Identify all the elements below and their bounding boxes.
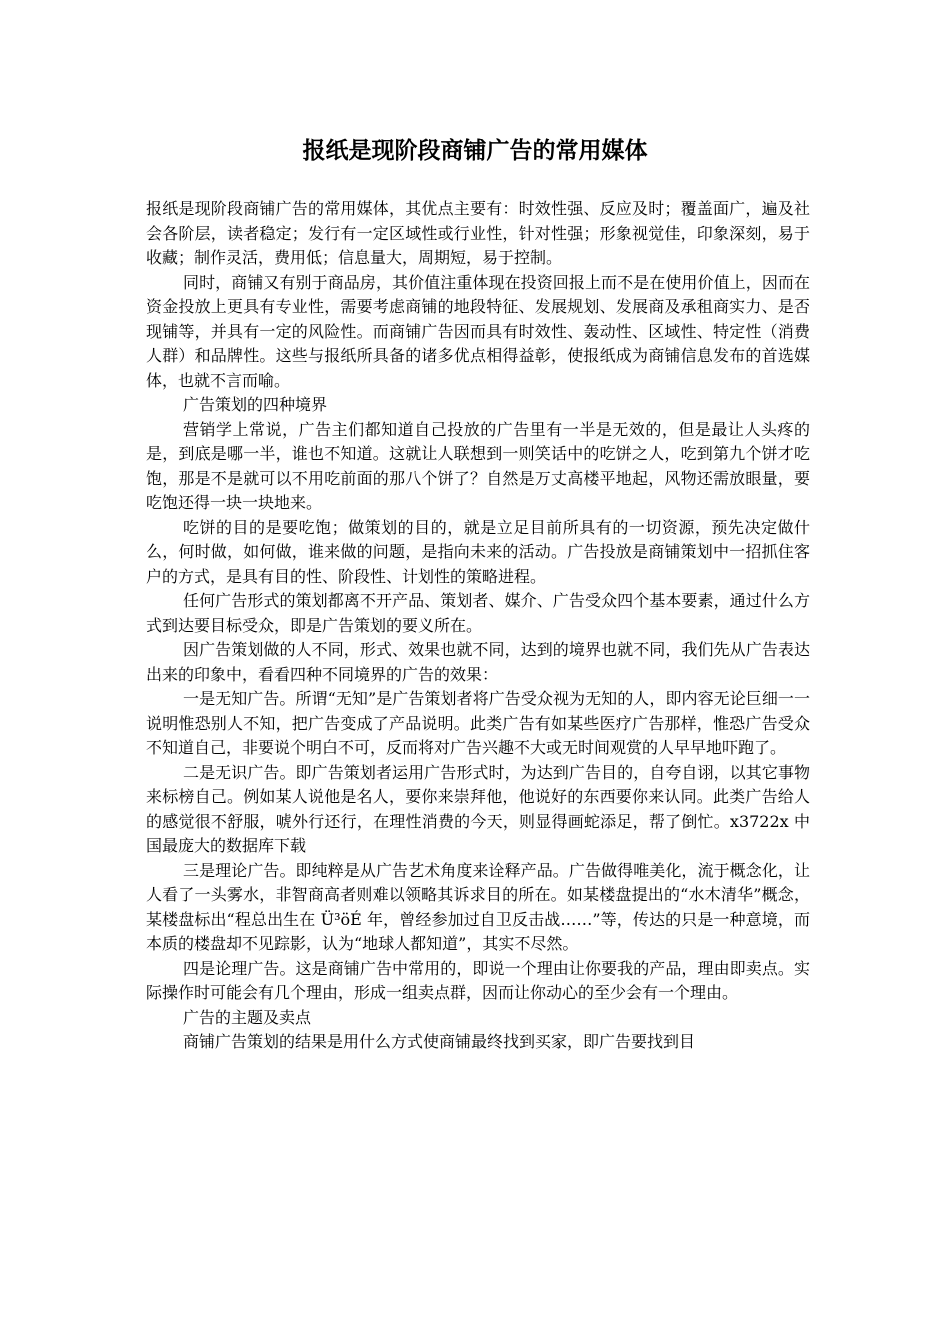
paragraph-9: 三是理论广告。即纯粹是从广告艺术角度来诠释产品。广告做得唯美化，流于概念化，让人看了一头雾水，非智商高者则难以领略其诉求目的所在。如某楼盘提出的“水木清华”概念，某楼盘标出“程总出生在 Ü³öÉ 年，曾经参加过自卫反击战……”等，传达的只是一种意境，而本质的楼盘却不见踪影，认为“地球人都知道”，其实不尽然。 bbox=[146, 860, 810, 953]
paragraph-8: 二是无识广告。即广告策划者运用广告形式时，为达到广告目的，自夸自诩，以其它事物来标榜自己。例如某人说他是名人，要你来崇拜他，他说好的东西要你来认同。此类广告给人的感觉很不舒服，唬外行还行，在理性消费的今天，则显得画蛇添足，帮了倒忙。x3722x 中国最庞大的数据库下载 bbox=[146, 762, 810, 855]
paragraph-7: 一是无知广告。所谓“无知”是广告策划者将广告受众视为无知的人，即内容无论巨细一一说明惟恐别人不知，把广告变成了产品说明。此类广告有如某些医疗广告那样，惟恐广告受众不知道自己，非要说个明白不可，反而将对广告兴趣不大或无时间观赏的人早早地吓跑了。 bbox=[146, 689, 810, 757]
document-body bbox=[146, 197, 810, 1055]
paragraph-6: 因广告策划做的人不同，形式、效果也就不同，达到的境界也就不同，我们先从广告表达出来的印象中，看看四种不同境界的广告的效果： bbox=[146, 640, 810, 684]
section-heading-four-realms: 广告策划的四种境界 bbox=[183, 395, 328, 414]
document-title: 报纸是现阶段商铺广告的常用媒体 bbox=[302, 137, 648, 164]
paragraph-3: 营销学上常说，广告主们都知道自己投放的广告里有一半是无效的，但是最让人头疼的是，到底是哪一半，谁也不知道。这就让人联想到一则笑话中的吃饼之人，吃到第九个饼才吃饱，那是不是就可以不用吃前面的那八个饼了？自然是万丈高楼平地起，风物还需放眼量，要吃饱还得一块一块地来。 bbox=[146, 419, 810, 512]
paragraph-1: 报纸是现阶段商铺广告的常用媒体，其优点主要有：时效性强、反应及时；覆盖面广，遍及社会各阶层，读者稳定；发行有一定区域性或行业性，针对性强；形象视觉佳，印象深刻，易于收藏；制作灵活，费用低；信息量大，周期短，易于控制。 bbox=[146, 199, 810, 267]
paragraph-4: 吃饼的目的是要吃饱；做策划的目的，就是立足目前所具有的一切资源，预先决定做什么，何时做，如何做，谁来做的问题，是指向未来的活动。广告投放是商铺策划中一招抓住客户的方式，是具有目的性、阶段性、计划性的策略进程。 bbox=[146, 517, 810, 586]
paragraph-11: 商铺广告策划的结果是用什么方式使商铺最终找到买家，即广告要找到目 bbox=[183, 1032, 696, 1051]
section-heading-theme-selling-points: 广告的主题及卖点 bbox=[183, 1007, 312, 1027]
paragraph-2: 同时，商铺又有别于商品房，其价值注重体现在投资回报上而不是在使用价值上，因而在资金投放上更具有专业性，需要考虑商铺的地段特征、发展规划、发展商及承租商实力、是否现铺等，并具有一定的风险性。而商铺广告因而具有时效性、轰动性、区域性、特定性（消费人群）和品牌性。这些与报纸所具备的诸多优点相得益彰，使报纸成为商铺信息发布的首选媒体，也就不言而喻。 bbox=[146, 272, 810, 390]
paragraph-5: 任何广告形式的策划都离不开产品、策划者、媒介、广告受众四个基本要素，通过什么方式到达要目标受众，即是广告策划的要义所在。 bbox=[146, 591, 810, 635]
paragraph-10: 四是论理广告。这是商铺广告中常用的，即说一个理由让你要我的产品，理由即卖点。实际操作时可能会有几个理由，形成一组卖点群，因而让你动心的至少会有一个理由。 bbox=[146, 958, 810, 1002]
